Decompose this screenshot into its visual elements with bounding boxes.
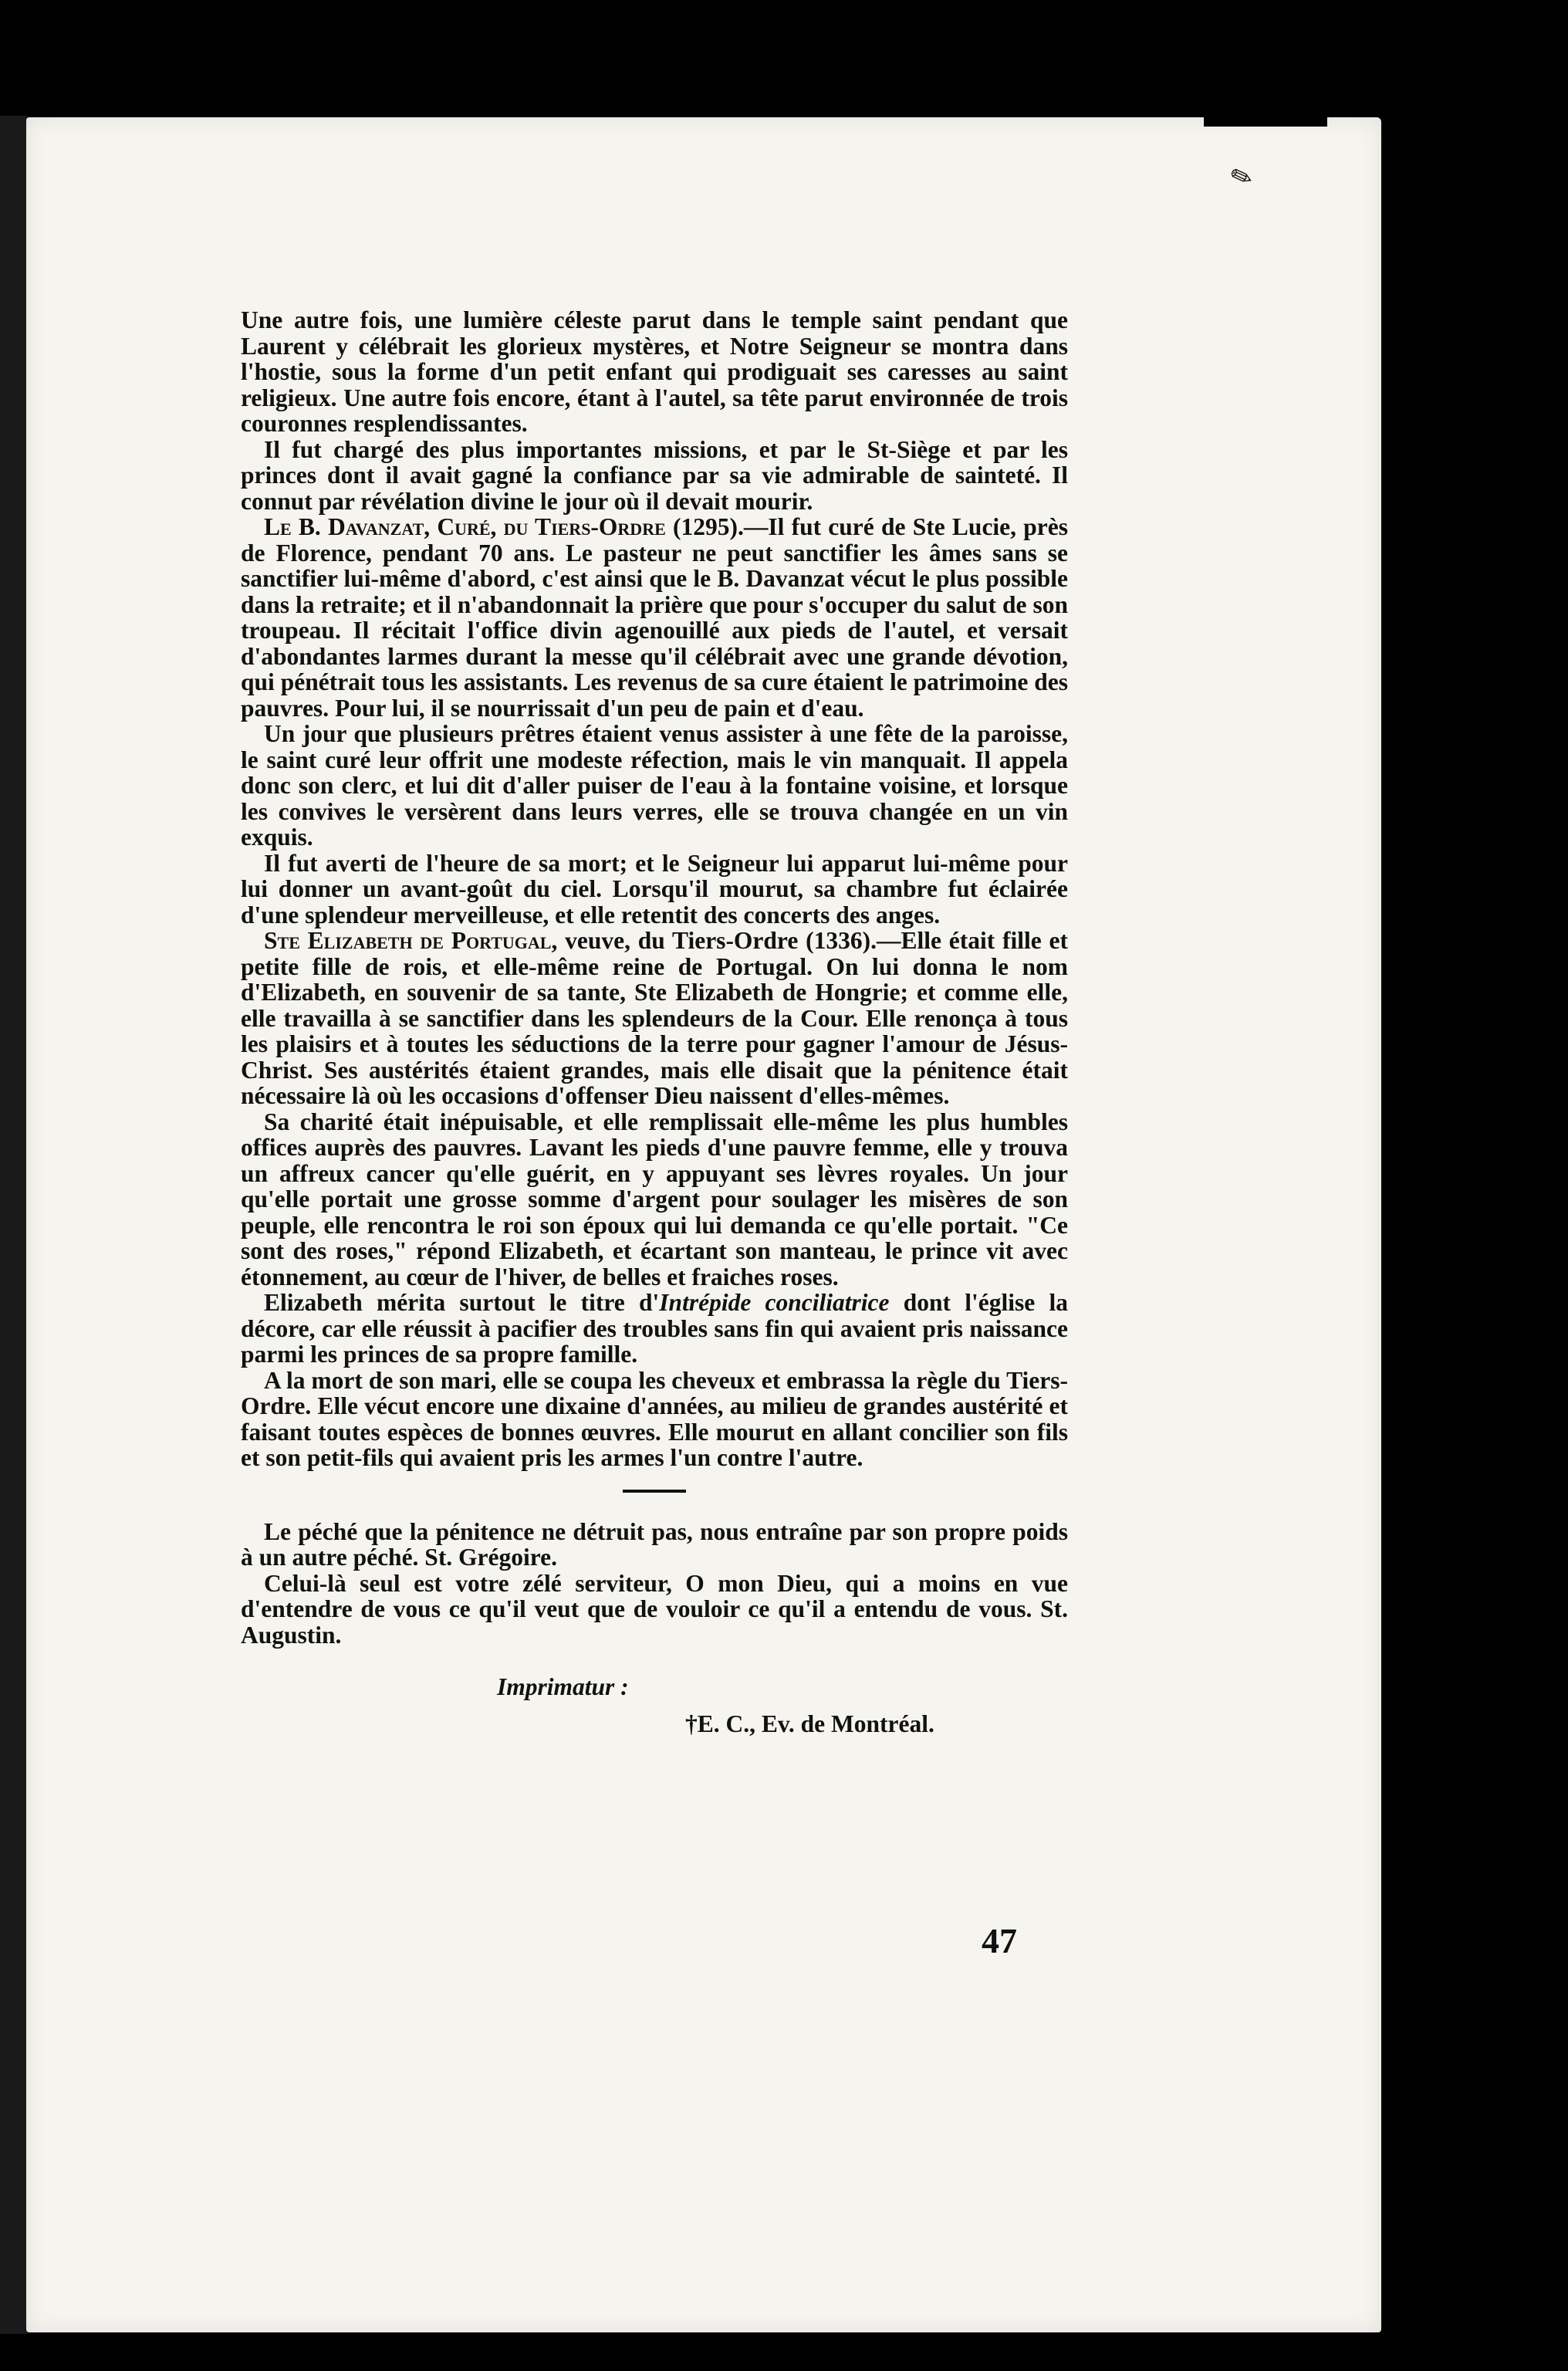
page-top-fold <box>1204 116 1327 127</box>
quote-gregoire: Le péché que la pénitence ne détruit pas, nous entraîne par son propre poids à un autre péché. St. Grégoire. <box>241 1517 1068 1571</box>
davanzat-body: —Il fut curé de Ste Lucie, près de Florence, pendant 70 ans. Le pasteur ne peut sanctifier les âmes sans se sanctifier lui-même d'abord, c'est ainsi que le B. Davanzat vécut le plus possible dans la retraite; et il n'abandonnait la prière que pour s'occuper du salut de son troupeau. Il récitait l'office divin agenouillé aux pieds de l'autel, et versait d'abondantes larmes durant la messe qu'il célébrait avec une grande dévotion, qui pénétrait tous les assistants. Les revenus de sa cure étaient le patrimoine des pauvres. Pour lui, il se nourrissait d'un peu de pain et d'eau. <box>241 513 1068 722</box>
elizabeth-p3-before: Elizabeth mérita surtout le titre d' <box>264 1289 660 1316</box>
page-text <box>241 307 1068 1737</box>
paragraph-davanzat-1 <box>241 514 1068 721</box>
paragraph-elizabeth-3 <box>241 1290 1068 1368</box>
section-divider <box>623 1490 686 1493</box>
paragraph-elizabeth-1 <box>241 928 1068 1109</box>
quote-augustin: Celui-là seul est votre zélé serviteur, O mon Dieu, qui a moins en vue d'entendre de vous ce qu'il veut que de vouloir ce qu'il a entendu de vous. St. Augustin. <box>241 1569 1068 1649</box>
heading-davanzat: Le B. Davanzat, Curé, du Tiers-Ordre (1295). <box>264 513 744 540</box>
elizabeth-p3-after: dont l'église la décore, car elle réussit à pacifier des troubles sans fin qui avaient pris naissance parmi les princes de sa propre famille. <box>241 1289 1068 1368</box>
heading-elizabeth: Ste Elizabeth de Portugal, <box>264 927 558 954</box>
paragraph-davanzat-3: Il fut averti de l'heure de sa mort; et le Seigneur lui apparut lui-même pour lui donner un avant-goût du ciel. Lorsqu'il mourut, sa chambre fut éclairée d'une splendeur merveilleuse, et elle retentit des concerts des anges. <box>241 849 1068 928</box>
quotes-block <box>241 1519 1068 1649</box>
page-number: 47 <box>982 1921 1017 1960</box>
ink-blot-mark: ✎ <box>1226 161 1258 195</box>
heading-elizabeth-rest: veuve, du Tiers-Ordre (1336). <box>557 927 877 954</box>
paragraph-elizabeth-4: A la mort de son mari, elle se coupa les cheveux et embrassa la règle du Tiers-Ordre. Elle vécut encore une dixaine d'années, au milieu de grandes austérité et faisant toutes espèces de bonnes œuvres. Elle mourut en allant concilier son fils et son petit-fils qui avaient pris les armes l'un contre l'autre. <box>241 1366 1068 1471</box>
scan-left-edge <box>0 116 28 2334</box>
paragraph-elizabeth-2: Sa charité était inépuisable, et elle remplissait elle-même les plus humbles offices auprès des pauvres. Lavant les pieds d'une pauvre femme, elle y trouva un affreux cancer qu'elle guérit, en y appuyant ses lèvres royales. Un jour qu'elle portait une grosse somme d'argent pour soulager les misères de son peuple, elle rencontra le roi son époux qui lui demanda ce qu'elle portait. "Ce sont des roses," répond Elizabeth, et écartant son manteau, le prince vit avec étonnement, au cœur de l'hiver, de belles et fraiches roses. <box>241 1108 1068 1290</box>
paragraph-laurent-1: Une autre fois, une lumière céleste parut dans le temple saint pendant que Laurent y célébrait les glorieux mystères, et Notre Seigneur se montra dans l'hostie, sous la forme d'un petit enfant qui prodiguait ses caresses au saint religieux. Une autre fois encore, étant à l'autel, sa tête parut environnée de trois couronnes resplendissantes. <box>241 306 1068 437</box>
elizabeth-p3-italic: Intrépide conciliatrice <box>659 1289 890 1316</box>
paragraph-davanzat-2: Un jour que plusieurs prêtres étaient venus assister à une fête de la paroisse, le saint curé leur offrit une modeste réfection, mais le vin manquait. Il appela donc son clerc, et lui dit d'aller puiser de l'eau à la fontaine voisine, et lorsque les convives le versèrent dans leurs verres, elle se trouva changée en un vin exquis. <box>241 720 1068 851</box>
imprimatur-label: Imprimatur : <box>497 1673 629 1700</box>
signature-line: †E. C., Ev. de Montréal. <box>685 1710 934 1737</box>
elizabeth-body: —Elle était fille et petite fille de rois, et elle-même reine de Portugal. On lui donna le nom d'Elizabeth, en souvenir de sa tante, Ste Elizabeth de Hongrie; et comme elle, elle travailla à se sanctifier dans les splendeurs de la Cour. Elle renonça à tous les plaisirs et à toutes les séductions de la terre pour gagner l'amour de Jésus-Christ. Ses austérités étaient grandes, mais elle disait que la pénitence était nécessaire là où les occasions d'offenser Dieu naissent d'elles-mêmes. <box>241 927 1068 1109</box>
paragraph-laurent-2: Il fut chargé des plus importantes missions, et par le St-Siège et par les princes dont il avait gagné la confiance par sa vie admirable de sainteté. Il connut par révélation divine le jour où il devait mourir. <box>241 435 1068 515</box>
